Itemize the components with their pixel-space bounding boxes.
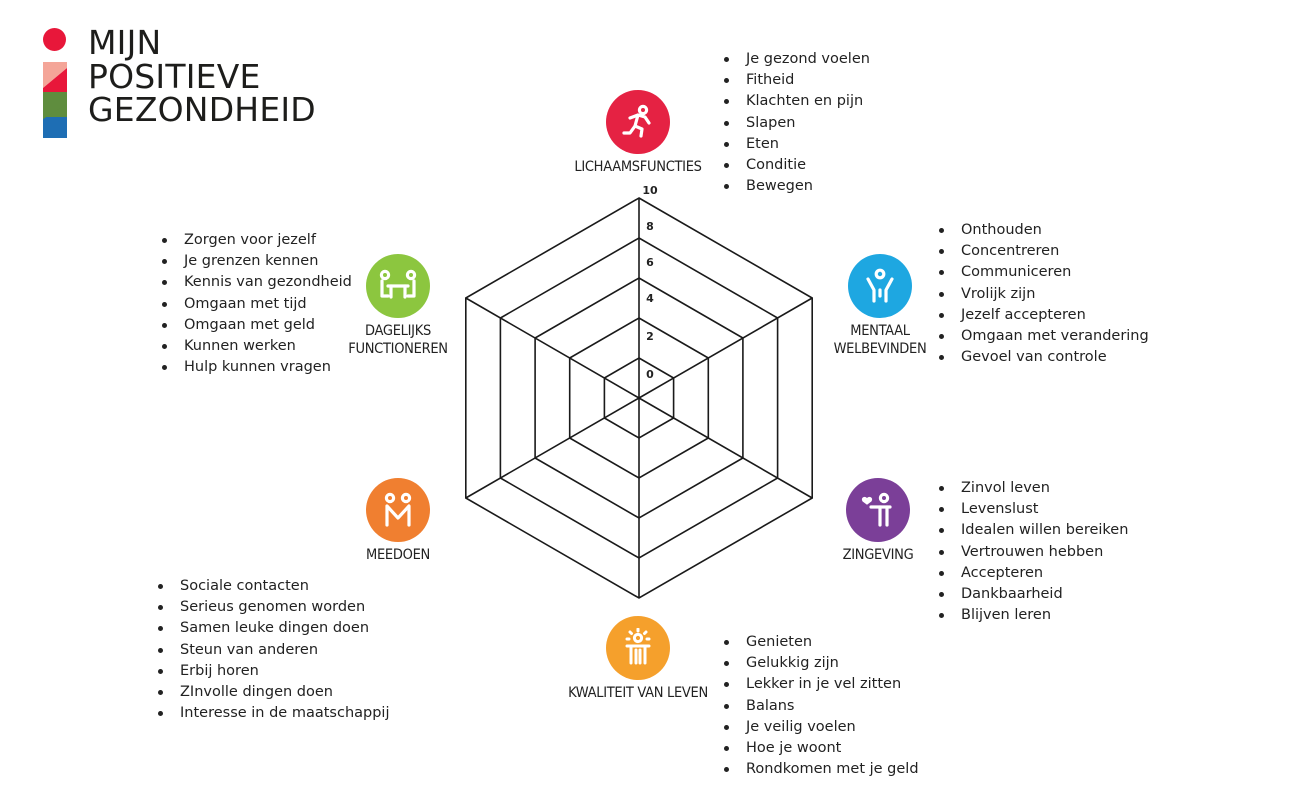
radar-axis-5	[466, 398, 639, 498]
list-item: Steun van anderen	[154, 640, 390, 661]
mentaal-label-1: MENTAAL	[850, 323, 910, 339]
list-item: Kennis van gezondheid	[158, 272, 352, 293]
kwaliteit-circle	[606, 616, 670, 680]
list-item: Onthouden	[935, 220, 1149, 241]
list-item: Balans	[720, 696, 919, 717]
list-item: Hulp kunnen vragen	[158, 357, 352, 378]
scale-label-8: 8	[646, 220, 654, 233]
dagelijks-circle	[366, 254, 430, 318]
list-item: Idealen willen bereiken	[935, 520, 1128, 541]
lichaamsfuncties-label: LICHAAMSFUNCTIES	[574, 159, 702, 175]
dagelijks-list	[158, 230, 352, 378]
category-kwaliteit-van-leven	[548, 616, 728, 702]
kwaliteit-label: KWALITEIT VAN LEVEN	[568, 685, 708, 701]
meedoen-label: MEEDOEN	[366, 547, 430, 563]
scale-label-6: 6	[646, 256, 654, 269]
lichaamsfuncties-circle	[606, 90, 670, 154]
list-item: Rondkomen met je geld	[720, 759, 919, 780]
list-item: Zinvol leven	[935, 478, 1128, 499]
list-item: Conditie	[720, 155, 870, 176]
category-zingeving	[818, 478, 938, 564]
people-at-table-icon	[377, 266, 419, 306]
list-item: Omgaan met geld	[158, 315, 352, 336]
list-item: Dankbaarheid	[935, 584, 1128, 605]
list-item: ZInvolle dingen doen	[154, 682, 390, 703]
scale-label-0: 0	[646, 368, 654, 381]
kwaliteit-list	[720, 632, 919, 780]
list-item: Interesse in de maatschappij	[154, 703, 390, 724]
list-item: Accepteren	[935, 563, 1128, 584]
meedoen-list	[154, 576, 390, 724]
radar-axis-6	[466, 298, 639, 398]
mentaal-circle	[848, 254, 912, 318]
list-item: Kunnen werken	[158, 336, 352, 357]
list-item: Klachten en pijn	[720, 91, 870, 112]
list-item: Levenslust	[935, 499, 1128, 520]
list-item: Erbij horen	[154, 661, 390, 682]
list-item: Gelukkig zijn	[720, 653, 919, 674]
list-item: Je grenzen kennen	[158, 251, 352, 272]
scale-label-10: 10	[642, 184, 658, 197]
mentaal-label-2: WELBEVINDEN	[833, 341, 927, 357]
list-item: Lekker in je vel zitten	[720, 674, 919, 695]
list-item: Gevoel van controle	[935, 347, 1149, 368]
radar-axis-3	[639, 398, 812, 498]
dagelijks-label-1: DAGELIJKS	[365, 323, 431, 339]
two-people-icon	[378, 490, 418, 530]
radar-axis-2	[639, 298, 812, 398]
list-item: Jezelf accepteren	[935, 305, 1149, 326]
running-person-icon	[618, 102, 658, 142]
logo-line-1: MIJN	[88, 23, 162, 62]
list-item: Samen leuke dingen doen	[154, 618, 390, 639]
list-item: Fitheid	[720, 70, 870, 91]
list-item: Concentreren	[935, 241, 1149, 262]
person-heart-icon	[858, 490, 898, 530]
logo-line-3: GEZONDHEID	[88, 90, 316, 129]
zingeving-label: ZINGEVING	[842, 547, 914, 563]
lichaamsfuncties-list	[720, 49, 870, 197]
zingeving-circle	[846, 478, 910, 542]
zingeving-list	[935, 478, 1128, 626]
list-item: Sociale contacten	[154, 576, 390, 597]
scale-label-4: 4	[646, 292, 654, 305]
list-item: Genieten	[720, 632, 919, 653]
list-item: Bewegen	[720, 176, 870, 197]
list-item: Vertrouwen hebben	[935, 542, 1128, 563]
list-item: Blijven leren	[935, 605, 1128, 626]
logo-line-2: POSITIEVE	[88, 56, 261, 96]
list-item: Je gezond voelen	[720, 49, 870, 70]
list-item: Communiceren	[935, 262, 1149, 283]
scale-label-2: 2	[646, 330, 654, 343]
person-arms-up-icon	[860, 266, 900, 306]
category-mentaal-welbevinden	[810, 254, 950, 358]
list-item: Vrolijk zijn	[935, 284, 1149, 305]
radiant-person-icon	[618, 628, 658, 668]
mentaal-list	[935, 220, 1149, 368]
list-item: Je veilig voelen	[720, 717, 919, 738]
list-item: Zorgen voor jezelf	[158, 230, 352, 251]
list-item: Omgaan met tijd	[158, 294, 352, 315]
category-meedoen	[338, 478, 458, 564]
dagelijks-label-2: FUNCTIONEREN	[348, 341, 448, 357]
category-lichaamsfuncties	[553, 90, 723, 176]
list-item: Hoe je woont	[720, 738, 919, 759]
list-item: Omgaan met verandering	[935, 326, 1149, 347]
list-item: Serieus genomen worden	[154, 597, 390, 618]
list-item: Slapen	[720, 113, 870, 134]
meedoen-circle	[366, 478, 430, 542]
list-item: Eten	[720, 134, 870, 155]
